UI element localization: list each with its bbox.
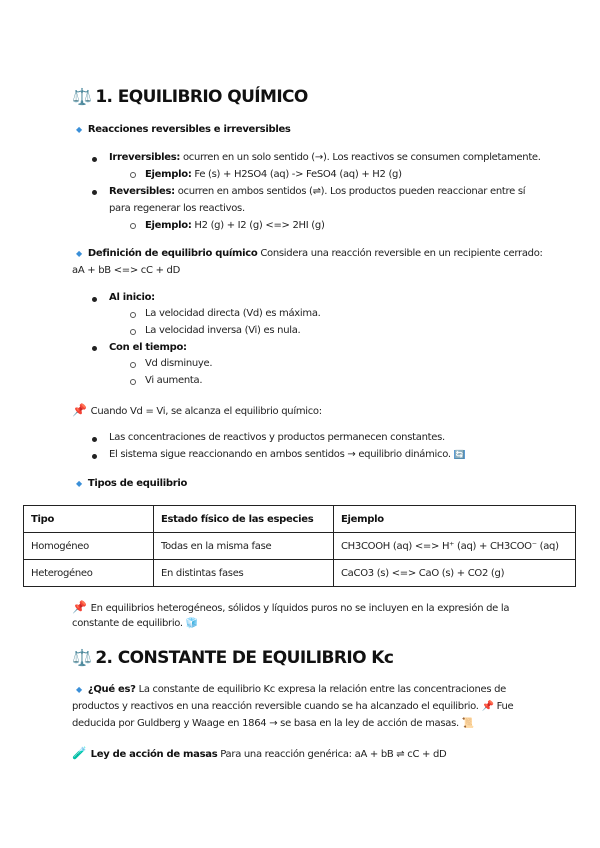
bullet xyxy=(92,437,97,442)
bullet xyxy=(92,190,97,195)
text: El sistema sigue reaccionando en ambos sentidos → equilibrio dinámico. xyxy=(109,449,451,460)
table-row xyxy=(24,560,576,587)
table-cell: Todas en la misma fase xyxy=(154,533,334,560)
text: Para una reacción genérica: aA + bB ⇌ cC + dD xyxy=(217,749,447,760)
test-tube-icon: 🧪 xyxy=(72,746,87,760)
text: constante de equilibrio. xyxy=(72,618,183,629)
pushpin-icon: 📌 xyxy=(72,403,87,417)
pushpin-icon: 📌 xyxy=(72,600,87,614)
reversibles-item xyxy=(109,185,525,199)
heading-text: 1. EQUILIBRIO QUÍMICO xyxy=(95,87,308,107)
label: ¿Qué es? xyxy=(87,684,136,695)
subheading: Reacciones reversibles e irreversibles xyxy=(87,124,291,135)
diamond-bullet-icon: ◆ xyxy=(76,125,82,134)
text: Fe (s) + H2SO4 (aq) -> FeSO4 (aq) + H2 (g) xyxy=(191,169,402,180)
diamond-bullet-icon: ◆ xyxy=(76,685,82,694)
note-paragraph-cont xyxy=(72,617,198,631)
text: Considera una reacción reversible en un recipiente cerrado: xyxy=(257,248,543,259)
text: Cuando Vd = Vi, se alcanza el equilibrio químico: xyxy=(90,406,322,417)
cuando-paragraph xyxy=(72,403,322,419)
section-1-heading xyxy=(72,86,308,108)
sub-bullet xyxy=(130,172,136,178)
arrows-cycle-icon: 🔄 xyxy=(454,450,465,459)
diamond-bullet-icon: ◆ xyxy=(76,249,82,258)
label: Irreversibles: xyxy=(109,152,181,163)
table-cell: En distintas fases xyxy=(154,560,334,587)
list-item xyxy=(109,448,465,462)
list-item: Las concentraciones de reactivos y productos permanecen constantes. xyxy=(109,432,445,443)
sub-bullet xyxy=(130,362,136,368)
heading-text: 2. CONSTANTE DE EQUILIBRIO Kc xyxy=(95,648,394,668)
tipos-heading xyxy=(76,477,187,491)
ice-cube-icon: 🧊 xyxy=(185,618,198,629)
subheading: Tipos de equilibrio xyxy=(87,478,188,489)
list-item: Vi aumenta. xyxy=(145,375,203,386)
text: ocurren en ambos sentidos (⇌). Los productos pueden reaccionar entre sí xyxy=(174,186,526,197)
pushpin-icon: 📌 xyxy=(481,701,494,712)
label: Definición de equilibrio químico xyxy=(87,248,258,259)
label: Ejemplo: xyxy=(145,220,192,231)
table-cell: CH3COOH (aq) <=> H⁺ (aq) + CH3COO⁻ (aq) xyxy=(334,533,576,560)
bullet xyxy=(92,297,97,302)
que-es-paragraph xyxy=(76,683,506,697)
con-tiempo-label: Con el tiempo: xyxy=(109,342,187,353)
list-item: La velocidad directa (Vd) es máxima. xyxy=(145,308,321,319)
table-cell: Heterogéneo xyxy=(24,560,154,587)
sub-bullet xyxy=(130,223,136,229)
text: H2 (g) + I2 (g) <=> 2HI (g) xyxy=(191,220,325,231)
note-paragraph xyxy=(72,600,509,616)
sub-bullet xyxy=(130,329,136,335)
section-2-heading xyxy=(72,647,393,669)
table-row xyxy=(24,533,576,560)
reversibles-example xyxy=(145,219,325,233)
definicion-paragraph xyxy=(76,247,543,261)
bullet xyxy=(92,157,97,162)
label: Ley de acción de masas xyxy=(90,749,218,760)
table-header-row xyxy=(24,506,576,533)
label: Reversibles: xyxy=(109,186,175,197)
balance-scale-icon: ⚖️ xyxy=(72,648,92,667)
header-cell: Tipo xyxy=(24,506,154,533)
text: En equilibrios heterogéneos, sólidos y líquidos puros no se incluyen en la expresión de la xyxy=(90,603,510,614)
table-cell: Homogéneo xyxy=(24,533,154,560)
irreversibles-item xyxy=(109,151,541,165)
list-item: La velocidad inversa (Vi) es nula. xyxy=(145,325,301,336)
sub-bullet xyxy=(130,312,136,318)
reversibles-text-cont: para regenerar los reactivos. xyxy=(109,203,245,214)
text: deducida por Guldberg y Waage en 1864 → se basa en la ley de acción de masas. xyxy=(72,718,459,729)
header-cell: Estado físico de las especies xyxy=(154,506,334,533)
ley-paragraph xyxy=(72,746,446,762)
diamond-bullet-icon: ◆ xyxy=(76,479,82,488)
que-es-line-3 xyxy=(72,717,474,731)
header-cell: Ejemplo xyxy=(334,506,576,533)
definicion-equation: aA + bB <=> cC + dD xyxy=(72,265,180,276)
text: La constante de equilibrio Kc expresa la relación entre las concentraciones de xyxy=(135,684,507,695)
list-item: Vd disminuye. xyxy=(145,358,213,369)
text: ocurren en un solo sentido (→). Los reactivos se consumen completamente. xyxy=(180,152,541,163)
text: Fue xyxy=(493,701,514,712)
sub-bullet xyxy=(130,379,136,385)
table-cell: CaCO3 (s) <=> CaO (s) + CO2 (g) xyxy=(334,560,576,587)
bullet xyxy=(92,346,97,351)
bullet xyxy=(92,454,97,459)
reacciones-heading xyxy=(76,123,291,137)
que-es-line-2 xyxy=(72,700,513,714)
text: productos y reactivos en una reacción reversible cuando se ha alcanzado el equilibrio. xyxy=(72,701,479,712)
scroll-icon: 📜 xyxy=(461,718,474,729)
al-inicio-label: Al inicio: xyxy=(109,292,155,303)
irreversibles-example xyxy=(145,168,402,182)
tipos-table xyxy=(23,505,576,587)
label: Ejemplo: xyxy=(145,169,192,180)
balance-scale-icon: ⚖️ xyxy=(72,87,92,106)
